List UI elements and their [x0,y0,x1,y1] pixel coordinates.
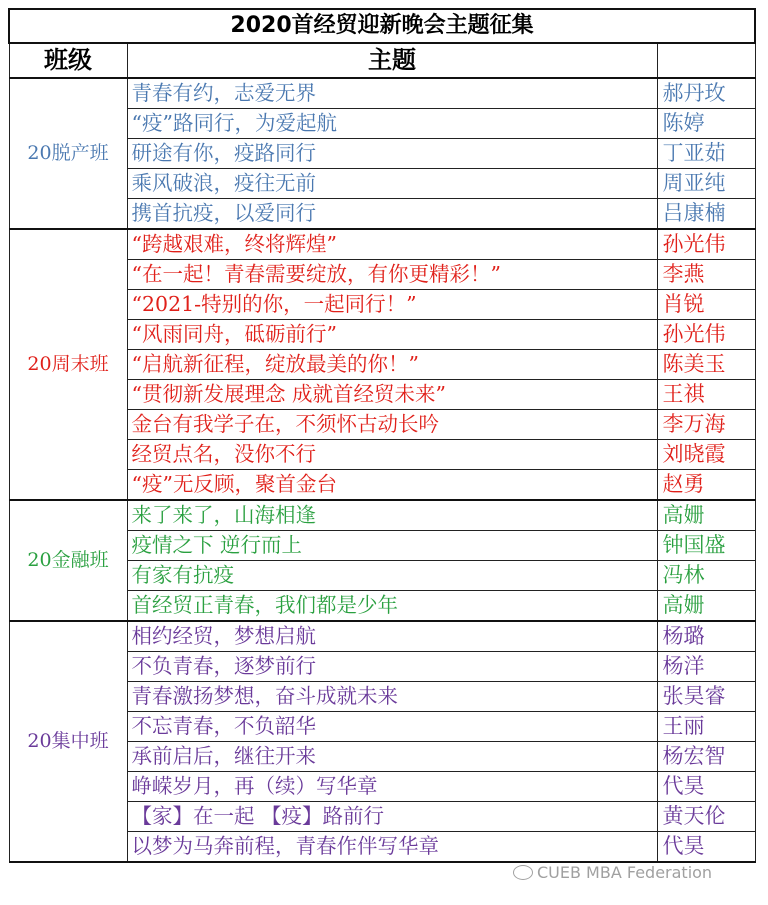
wechat-icon [513,865,533,880]
theme-cell: 峥嵘岁月，再（续）写华章 [127,772,657,802]
theme-cell: 相约经贸，梦想启航 [127,621,657,652]
person-cell: 钟国盛 [657,531,755,561]
person-cell: 李万海 [657,410,755,440]
class-name: 20金融班 [9,500,127,621]
theme-cell: 承前启后，继往开来 [127,742,657,772]
person-cell: 王祺 [657,380,755,410]
person-cell: 吕康楠 [657,199,755,230]
theme-cell: “贯彻新发展理念 成就首经贸未来” [127,380,657,410]
theme-cell: 以梦为马奔前程，青春作伴写华章 [127,832,657,863]
person-cell: 丁亚茹 [657,139,755,169]
watermark [513,863,712,882]
theme-cell: 疫情之下 逆行而上 [127,531,657,561]
theme-cell: 携首抗疫，以爱同行 [127,199,657,230]
theme-cell: “启航新征程，绽放最美的你！” [127,350,657,380]
person-cell: 杨璐 [657,621,755,652]
theme-cell: “在一起！青春需要绽放，有你更精彩！” [127,260,657,290]
person-cell: 杨宏智 [657,742,755,772]
person-cell: 陈美玉 [657,350,755,380]
table-row [9,229,755,260]
table-row [9,78,755,109]
header-person [657,43,755,78]
theme-cell: 青春有约，志爱无界 [127,78,657,109]
person-cell: 张昊睿 [657,682,755,712]
table-row [9,621,755,652]
header-theme: 主题 [127,43,657,78]
person-cell: 黄天伦 [657,802,755,832]
person-cell: 高姗 [657,500,755,531]
class-name: 20集中班 [9,621,127,862]
person-cell: 周亚纯 [657,169,755,199]
person-cell: 代昊 [657,772,755,802]
theme-cell: “跨越艰难，终将辉煌” [127,229,657,260]
person-cell: 李燕 [657,260,755,290]
watermark-text: CUEB MBA Federation [537,863,713,882]
theme-cell: 首经贸正青春，我们都是少年 [127,591,657,622]
person-cell: 孙光伟 [657,320,755,350]
theme-cell: “疫”无反顾，聚首金台 [127,470,657,501]
title-row [9,9,755,43]
theme-cell: 金台有我学子在，不须怀古动长吟 [127,410,657,440]
person-cell: 肖锐 [657,290,755,320]
class-name: 20周末班 [9,229,127,500]
theme-cell: “风雨同舟，砥砺前行” [127,320,657,350]
theme-cell: 有家有抗疫 [127,561,657,591]
table-row [9,500,755,531]
class-name: 20脱产班 [9,78,127,229]
header-row [9,43,755,78]
theme-cell: 来了来了，山海相逢 [127,500,657,531]
person-cell: 代昊 [657,832,755,863]
theme-cell: 研途有你，疫路同行 [127,139,657,169]
theme-cell: 经贸点名，没你不行 [127,440,657,470]
theme-cell: “2021-特别的你，一起同行！” [127,290,657,320]
theme-cell: 青春激扬梦想，奋斗成就未来 [127,682,657,712]
theme-cell: 不忘青春，不负韶华 [127,712,657,742]
theme-cell: 不负青春，逐梦前行 [127,652,657,682]
person-cell: 杨洋 [657,652,755,682]
person-cell: 赵勇 [657,470,755,501]
person-cell: 陈婷 [657,109,755,139]
theme-cell: 【家】在一起 【疫】路前行 [127,802,657,832]
person-cell: 刘晓霞 [657,440,755,470]
person-cell: 高姗 [657,591,755,622]
person-cell: 郝丹玫 [657,78,755,109]
person-cell: 孙光伟 [657,229,755,260]
header-class: 班级 [9,43,127,78]
person-cell: 王丽 [657,712,755,742]
theme-cell: “疫”路同行，为爱起航 [127,109,657,139]
theme-cell: 乘风破浪，疫往无前 [127,169,657,199]
theme-table [8,8,756,863]
person-cell: 冯林 [657,561,755,591]
table-title: 2020首经贸迎新晚会主题征集 [9,9,755,43]
